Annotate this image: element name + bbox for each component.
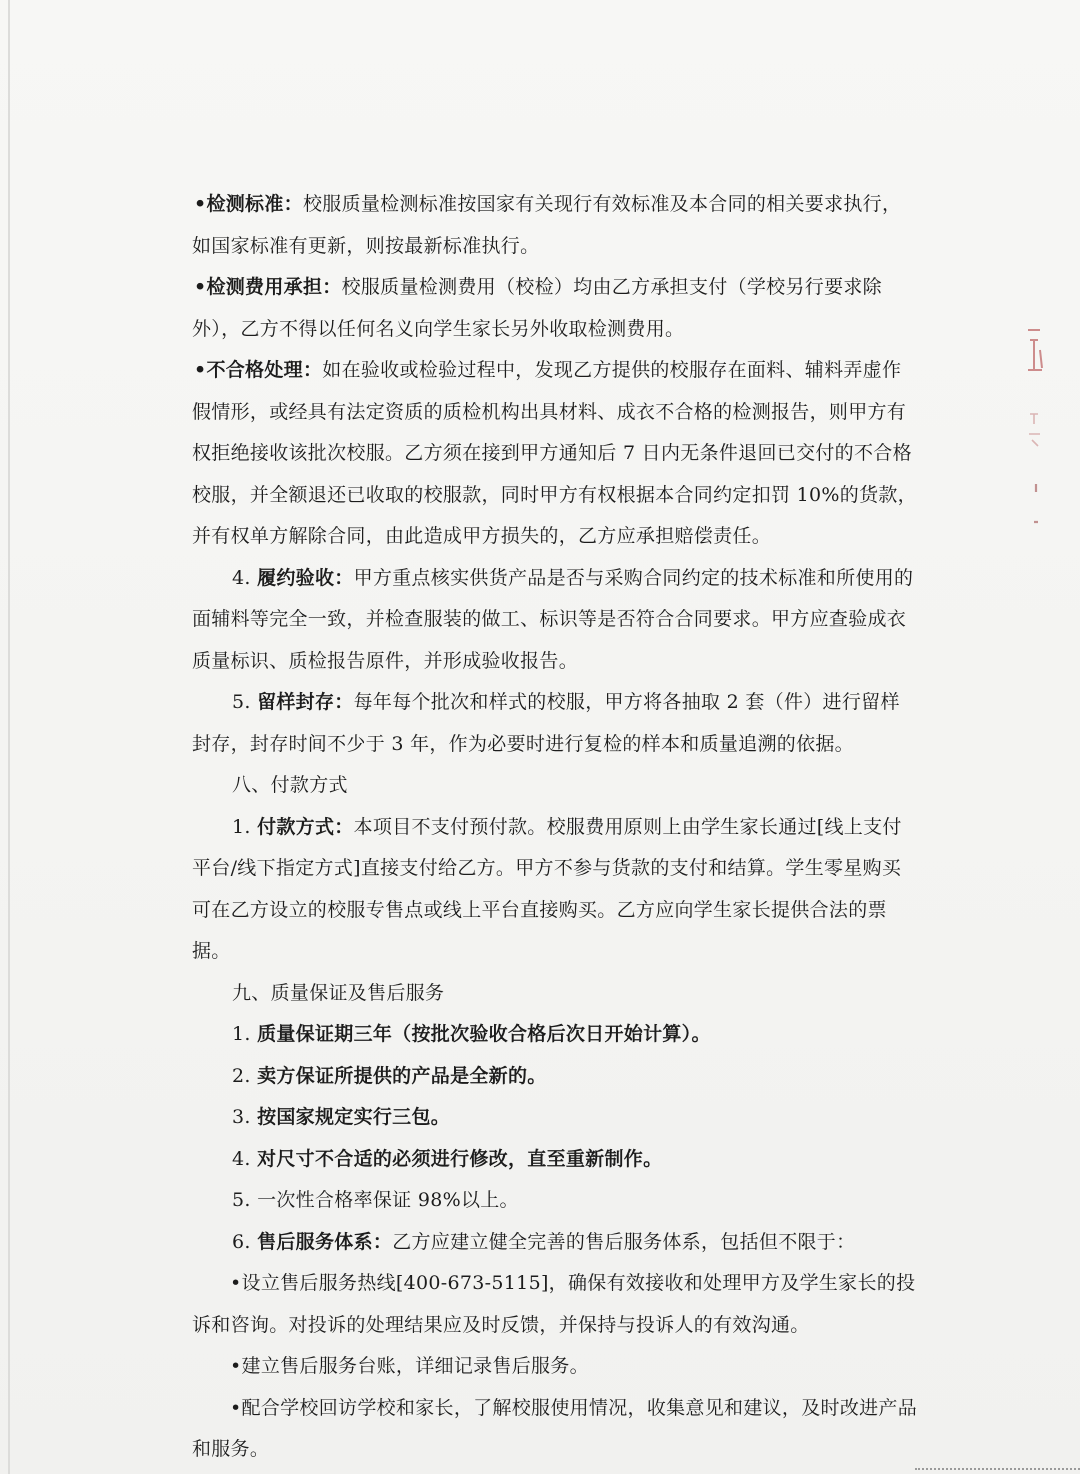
document-body bbox=[192, 184, 918, 1471]
paragraph-text: 甲方重点核实供货产品是否与采购合同约定的技术标准和所使用的面辅料等完全一致，并检查服装的做工、标识等是否符合合同要求。甲方应查验成衣质量标识、质检报告原件，并形成验收报告。 bbox=[192, 566, 914, 672]
list-item-new-product bbox=[192, 1056, 918, 1098]
item-number: 6. bbox=[232, 1230, 251, 1253]
paragraph-label: 检测标准： bbox=[206, 193, 303, 215]
section-heading-payment: 八、付款方式 bbox=[232, 774, 348, 796]
list-item-warranty-period bbox=[192, 1014, 918, 1056]
item-text: 卖方保证所提供的产品是全新的。 bbox=[257, 1064, 547, 1087]
item-text: 按国家规定实行三包。 bbox=[257, 1106, 451, 1128]
item-number: 2. bbox=[232, 1064, 251, 1087]
bullet-text: 设立售后服务热线[400-673-5115]，确保有效接收和处理甲方及学生家长的投诉和咨询。对投诉的处理结果应及时反馈，并保持与投诉人的有效沟通。 bbox=[192, 1272, 916, 1336]
item-text: 一次性合格率保证 98%以上。 bbox=[257, 1189, 519, 1211]
paragraph-text: 如在验收或检验过程中，发现乙方提供的校服存在面料、辅料弄虚作假情形，或经具有法定资质的质检机构出具材料、成衣不合格的检测报告，则甲方有权拒绝接收该批次校服。乙方须在接到甲方通知后 7 日内无条件退回已交付的不合格校服，并全额退还已收取的校服款，同时甲方有权根据本合同约定扣罚 10%的货款，并有权单方解除合同，由此造成甲方损失的，乙方应承担赔偿责任。 bbox=[192, 359, 917, 547]
page-left-edge bbox=[8, 0, 10, 1474]
margin-seal-mark bbox=[1024, 410, 1046, 450]
list-item-three-guarantees bbox=[192, 1097, 918, 1139]
page-bottom-edge bbox=[915, 1468, 1080, 1470]
item-number: 4. bbox=[232, 1147, 251, 1170]
paragraph-label: 付款方式： bbox=[257, 815, 354, 838]
paragraph-label: 检测费用承担： bbox=[206, 276, 342, 298]
item-number: 4. bbox=[232, 566, 251, 589]
item-text: 对尺寸不合适的必须进行修改，直至重新制作。 bbox=[257, 1147, 663, 1170]
margin-seal-mark bbox=[1024, 478, 1046, 528]
paragraph-label: 留样封存： bbox=[257, 691, 354, 713]
bullet: • bbox=[194, 276, 207, 298]
paragraph-text: 校服质量检测标准按国家有关现行有效标准及本合同的相关要求执行，如国家标准有更新，则按最新标准执行。 bbox=[192, 193, 902, 257]
item-text: 乙方应建立健全完善的售后服务体系，包括但不限于： bbox=[392, 1230, 856, 1253]
paragraph-payment-method bbox=[192, 807, 918, 973]
bullet: • bbox=[194, 359, 207, 381]
margin-seal-mark bbox=[1024, 322, 1046, 382]
list-item-pass-rate bbox=[192, 1180, 918, 1222]
paragraph-text: 每年每个批次和样式的校服，甲方将各抽取 2 套（件）进行留样封存，封存时间不少于 3 年，作为必要时进行复检的样本和质量追溯的依据。 bbox=[192, 691, 900, 755]
paragraph-text: 本项目不支付预付款。校服费用原则上由学生家长通过[线上支付平台/线下指定方式]直接支付给乙方。甲方不参与货款的支付和结算。学生零星购买可在乙方设立的校服专售点或线上平台直接购买。乙方应向学生家长提供合法的票据。 bbox=[192, 815, 902, 962]
bullet-text: 建立售后服务台账，详细记录售后服务。 bbox=[241, 1355, 589, 1377]
paragraph-label: 履约验收： bbox=[257, 566, 354, 589]
paragraph-text: 校服质量检测费用（校检）均由乙方承担支付（学校另行要求除外），乙方不得以任何名义向学生家长另外收取检测费用。 bbox=[192, 276, 882, 340]
list-item-after-sales-system bbox=[192, 1222, 918, 1264]
item-number: 5. bbox=[232, 691, 251, 713]
paragraph-sample-retention bbox=[192, 682, 918, 765]
item-text: 质量保证期三年（按批次验收合格后次日开始计算）。 bbox=[257, 1023, 711, 1045]
bullet: • bbox=[230, 1396, 242, 1419]
item-number: 1. bbox=[232, 815, 251, 838]
section-heading-warranty: 九、质量保证及售后服务 bbox=[232, 981, 445, 1004]
bullet: • bbox=[230, 1272, 242, 1294]
item-number: 1. bbox=[232, 1023, 251, 1045]
paragraph-label: 售后服务体系： bbox=[257, 1230, 393, 1253]
paragraph-nonconformity bbox=[192, 350, 918, 558]
paragraph-acceptance bbox=[192, 558, 918, 683]
item-number: 3. bbox=[232, 1106, 251, 1128]
list-item-size-alteration bbox=[192, 1139, 918, 1181]
bullet-text: 配合学校回访学校和家长，了解校服使用情况，收集意见和建议，及时改进产品和服务。 bbox=[192, 1396, 918, 1460]
bullet-hotline bbox=[192, 1263, 918, 1346]
bullet-follow-up bbox=[192, 1388, 918, 1471]
paragraph-label: 不合格处理： bbox=[206, 359, 323, 381]
bullet: • bbox=[230, 1355, 242, 1377]
paragraph-inspection-fee bbox=[192, 267, 918, 350]
item-number: 5. bbox=[232, 1189, 251, 1211]
bullet: • bbox=[194, 193, 207, 215]
bullet-ledger bbox=[192, 1346, 918, 1388]
paragraph-inspection-standard bbox=[192, 184, 918, 267]
